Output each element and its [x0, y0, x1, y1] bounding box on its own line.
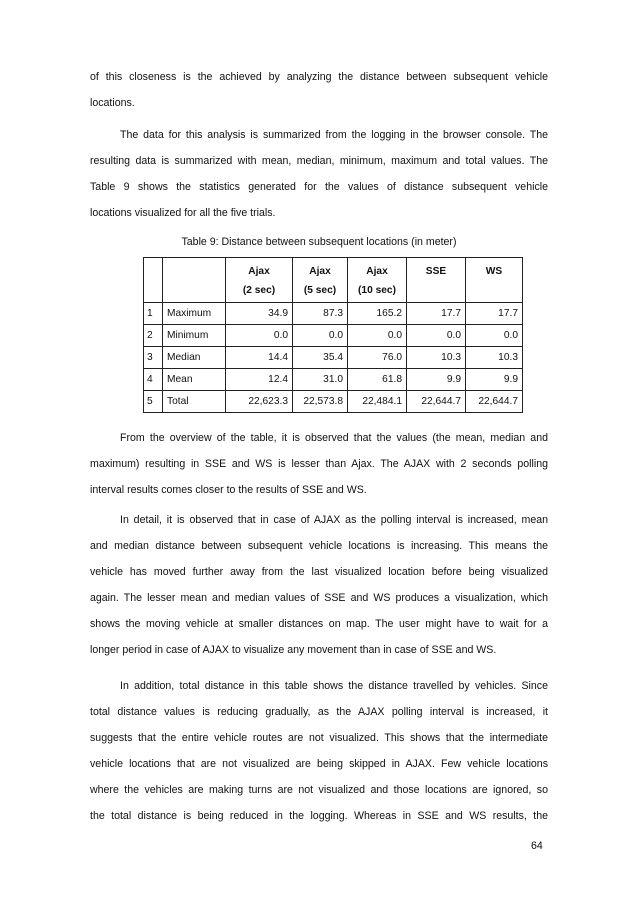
table-caption: Table 9: Distance between subsequent locations (in meter) — [181, 236, 457, 248]
paragraph-line: vehicle has moved further away from the last visualized location before being visualized — [90, 566, 548, 578]
table-cell: 10.3 — [407, 347, 466, 369]
paragraph-5 — [90, 673, 548, 829]
paragraph-line: In addition, total distance in this table shows the distance travelled by vehicles. Since — [120, 680, 548, 692]
table-header-cell — [144, 258, 163, 303]
table-cell: 17.7 — [466, 303, 523, 325]
table-cell: 22,644.7 — [407, 391, 466, 413]
table-cell: Mean — [163, 369, 226, 391]
paragraph-line: shows the moving vehicle at smaller distances on map. The user might have to wait for a — [90, 618, 548, 630]
table-cell: 22,484.1 — [348, 391, 407, 413]
paragraph-3 — [90, 425, 548, 503]
table-cell: 5 — [144, 391, 163, 413]
table-cell: 87.3 — [293, 303, 348, 325]
paragraph-line: locations visualized for all the five trials. — [90, 207, 276, 219]
table-cell: 22,573.8 — [293, 391, 348, 413]
table-cell: 165.2 — [348, 303, 407, 325]
paragraph-line: interval results comes closer to the results of SSE and WS. — [90, 484, 367, 496]
table-header-cell: Ajax (5 sec) — [293, 258, 348, 303]
paragraph-2 — [90, 122, 548, 226]
paragraph-line: resulting data is summarized with mean, median, minimum, maximum and total values. The — [90, 155, 548, 167]
table-cell: 9.9 — [466, 369, 523, 391]
table-cell: 17.7 — [407, 303, 466, 325]
table-cell: Total — [163, 391, 226, 413]
table-header-cell: SSE — [407, 258, 466, 303]
table-cell: 4 — [144, 369, 163, 391]
paragraph-line: again. The lesser mean and median values of SSE and WS produces a visualization, which — [90, 592, 548, 604]
table-cell: 3 — [144, 347, 163, 369]
paragraph-line: where the vehicles are making turns are not visualized and those locations are ignored, so — [90, 784, 548, 796]
paragraph-line: locations. — [90, 97, 135, 109]
paragraph-line: The data for this analysis is summarized from the logging in the browser console. The — [120, 129, 548, 141]
paragraph-line: vehicle locations that are not visualized are being skipped in AJAX. Few vehicle locations — [90, 758, 548, 770]
table-header-row — [144, 258, 523, 303]
paragraph-line: maximum) resulting in SSE and WS is lesser than Ajax. The AJAX with 2 seconds polling — [90, 458, 548, 470]
table-header-cell: Ajax (10 sec) — [348, 258, 407, 303]
table-cell: 10.3 — [466, 347, 523, 369]
paragraph-4 — [90, 507, 548, 663]
table-header-cell — [163, 258, 226, 303]
paragraph-line: of this closeness is the achieved by analyzing the distance between subsequent vehicle — [90, 71, 548, 83]
paragraph-line: suggests that the entire vehicle routes are not visualized. This shows that the intermediate — [90, 732, 548, 744]
table-cell: 0.0 — [407, 325, 466, 347]
table-cell: 0.0 — [466, 325, 523, 347]
table-header-cell: Ajax (2 sec) — [226, 258, 293, 303]
paragraph-line: total distance values is reducing gradually, as the AJAX polling interval is increased, it — [90, 706, 548, 718]
paragraph-1 — [90, 64, 548, 116]
table-cell: 12.4 — [226, 369, 293, 391]
table-cell: 1 — [144, 303, 163, 325]
distance-table — [143, 257, 523, 413]
table-cell: 0.0 — [293, 325, 348, 347]
table-cell: 35.4 — [293, 347, 348, 369]
paragraph-line: the total distance is being reduced in the logging. Whereas in SSE and WS results, the — [90, 810, 548, 822]
table-cell: Maximum — [163, 303, 226, 325]
page-number: 64 — [531, 840, 543, 852]
table-row — [144, 325, 523, 347]
paragraph-line: and median distance between subsequent vehicle locations is increasing. This means the — [90, 540, 548, 552]
table-cell: 76.0 — [348, 347, 407, 369]
table-row — [144, 303, 523, 325]
table-header-cell: WS — [466, 258, 523, 303]
table-cell: 34.9 — [226, 303, 293, 325]
paragraph-line: In detail, it is observed that in case of AJAX as the polling interval is increased, mean — [120, 514, 548, 526]
table-cell: 9.9 — [407, 369, 466, 391]
table-row — [144, 391, 523, 413]
table-cell: 14.4 — [226, 347, 293, 369]
table-cell: 61.8 — [348, 369, 407, 391]
table-cell: 22,623.3 — [226, 391, 293, 413]
paragraph-line: Table 9 shows the statistics generated for the values of distance subsequent vehicle — [90, 181, 548, 193]
table-cell: 0.0 — [348, 325, 407, 347]
paragraph-line: longer period in case of AJAX to visualize any movement than in case of SSE and WS. — [90, 644, 497, 656]
table-cell: 31.0 — [293, 369, 348, 391]
table-cell: Minimum — [163, 325, 226, 347]
paragraph-line: From the overview of the table, it is observed that the values (the mean, median and — [120, 432, 548, 444]
table-cell: 0.0 — [226, 325, 293, 347]
table-cell: 2 — [144, 325, 163, 347]
table-row — [144, 347, 523, 369]
table-cell: 22,644.7 — [466, 391, 523, 413]
table-cell: Median — [163, 347, 226, 369]
table-row — [144, 369, 523, 391]
